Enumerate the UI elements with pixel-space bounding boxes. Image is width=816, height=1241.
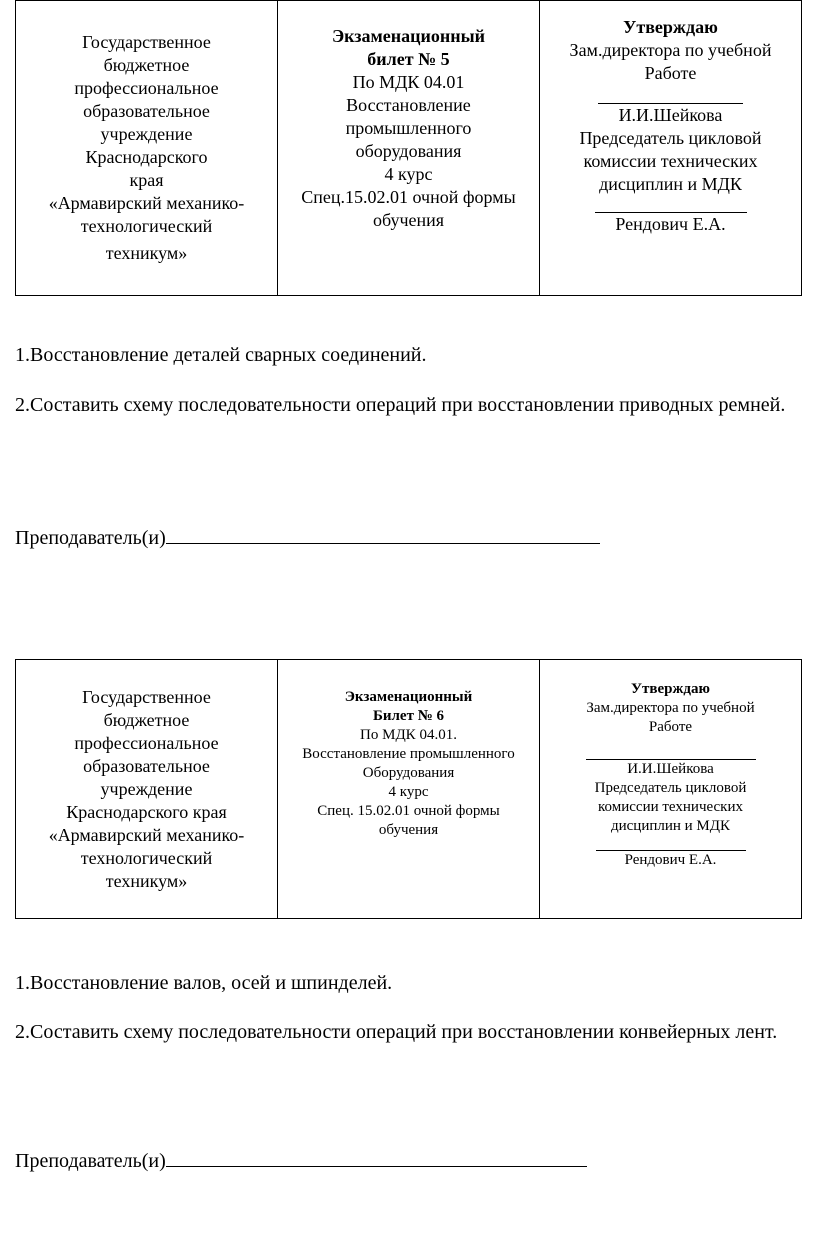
- teacher-signature-line: [166, 524, 600, 544]
- specialty-line: Спец.15.02.01 очной формы: [301, 186, 516, 207]
- teacher-label: Преподаватель(и): [15, 527, 166, 549]
- signature-line: [596, 836, 746, 851]
- signature-line: [595, 196, 747, 213]
- institution-line: технологический: [80, 216, 213, 236]
- institution-line: края: [129, 170, 164, 190]
- task-2: 2.Составить схему последовательности операций при восстановлении приводных ремней.: [15, 394, 786, 416]
- approval-line: Председатель цикловой: [579, 127, 762, 148]
- approval-line: комиссии технических: [598, 799, 743, 815]
- approval-signer: Рендович Е.А.: [615, 213, 726, 234]
- institution-line: Государственное: [82, 686, 211, 707]
- teacher-label: Преподаватель(и): [15, 1150, 166, 1172]
- subject-line: оборудования: [355, 140, 462, 161]
- institution-line: техникум»: [105, 243, 188, 263]
- institution-line: «Армавирский механико-: [48, 193, 245, 213]
- subject-line: По МДК 04.01.: [360, 727, 457, 743]
- ticket-title-cell: [278, 1, 540, 296]
- institution-line: технологический: [80, 847, 213, 868]
- institution-line: «Армавирский механико-: [48, 824, 245, 845]
- ticket-header-table: [15, 0, 802, 296]
- specialty-line: обучения: [378, 822, 439, 838]
- ticket-number: билет № 5: [367, 48, 450, 69]
- teacher-signature: [15, 524, 600, 551]
- subject-line: Восстановление промышленного: [302, 746, 515, 762]
- approval-cell: [540, 1, 802, 296]
- institution-cell: [16, 1, 278, 296]
- specialty-line: обучения: [372, 209, 445, 230]
- institution-line: Краснодарского края: [66, 801, 227, 822]
- subject-line: Оборудования: [362, 765, 455, 781]
- teacher-signature-line: [166, 1147, 587, 1167]
- task-1: 1.Восстановление деталей сварных соединений.: [15, 344, 427, 366]
- subject-line: Восстановление: [346, 94, 471, 115]
- approval-cell: [540, 660, 802, 919]
- institution-line: профессиональное: [74, 78, 219, 98]
- ticket-title: Экзаменационный: [344, 689, 473, 705]
- signature-line: [598, 85, 743, 104]
- ticket-title: Экзаменационный: [331, 25, 486, 46]
- institution-line: бюджетное: [103, 55, 190, 75]
- approval-line: дисциплин и МДК: [610, 818, 731, 834]
- institution-line: учреждение: [100, 778, 193, 799]
- approval-line: И.И.Шейкова: [627, 761, 714, 777]
- task-2: 2.Составить схему последовательности операций при восстановлении конвейерных лент.: [15, 1021, 778, 1043]
- task-1: 1.Восстановление валов, осей и шпинделей.: [15, 972, 393, 994]
- approval-line: Председатель цикловой: [594, 780, 747, 796]
- ticket-title-cell: [278, 660, 540, 919]
- institution-line: техникум»: [105, 870, 188, 891]
- specialty-line: Спец. 15.02.01 очной формы: [317, 803, 500, 819]
- subject-line: промышленного: [345, 117, 472, 138]
- institution-line: Государственное: [82, 32, 211, 52]
- approval-line: Зам.директора по учебной: [569, 39, 772, 60]
- course-line: 4 курс: [384, 163, 433, 184]
- subject-line: По МДК 04.01: [352, 71, 465, 92]
- institution-line: образовательное: [83, 755, 210, 776]
- approval-line: Зам.директора по учебной: [586, 700, 755, 716]
- institution-line: бюджетное: [103, 709, 190, 730]
- signature-line: [586, 737, 756, 760]
- institution-cell: [16, 660, 278, 919]
- institution-line: Краснодарского: [85, 147, 208, 167]
- ticket-header-table: [15, 659, 802, 919]
- approval-line: дисциплин и МДК: [599, 173, 742, 194]
- approval-line: И.И.Шейкова: [618, 104, 723, 125]
- institution-line: образовательное: [83, 101, 210, 121]
- institution-line: учреждение: [100, 124, 193, 144]
- institution-line: профессиональное: [74, 732, 219, 753]
- approval-line: Работе: [648, 719, 693, 735]
- approval-line: Работе: [644, 62, 697, 83]
- ticket-number: Билет № 6: [372, 708, 445, 724]
- approval-line: комиссии технических: [583, 150, 758, 171]
- approval-title: Утверждаю: [623, 16, 718, 37]
- teacher-signature: [15, 1147, 587, 1174]
- course-line: 4 курс: [388, 784, 429, 800]
- approval-signer: Рендович Е.А.: [624, 852, 717, 868]
- approval-title: Утверждаю: [631, 681, 710, 697]
